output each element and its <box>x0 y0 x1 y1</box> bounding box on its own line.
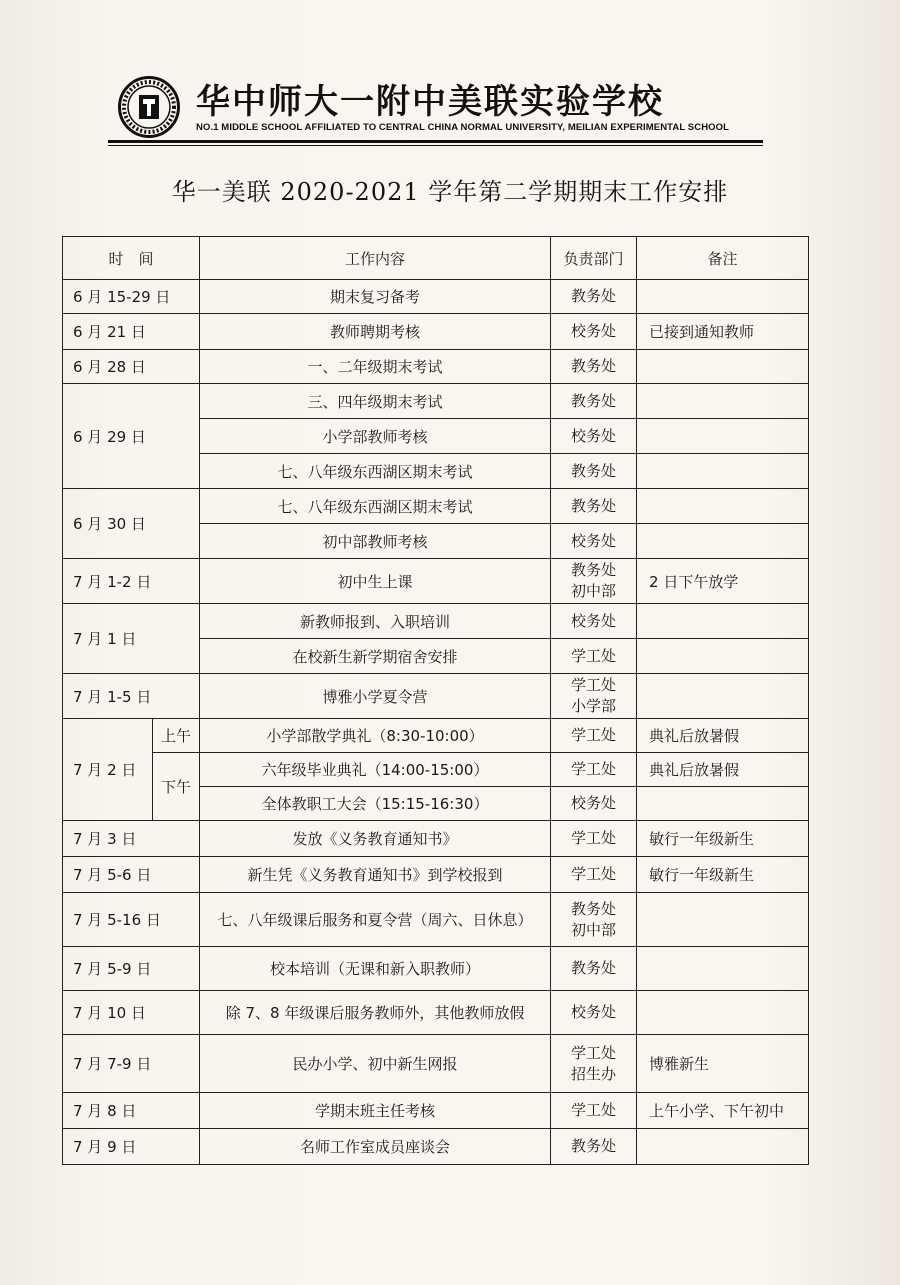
dept-line: 学工处 <box>571 676 617 694</box>
row-content: 全体教职工大会（15:15-16:30） <box>200 787 551 821</box>
row-content: 期末复习备考 <box>200 280 551 314</box>
dept-line: 教务处 <box>571 561 617 579</box>
table-row <box>63 1093 809 1129</box>
row-date: 7 月 1-2 日 <box>63 559 200 604</box>
document-title: 华一美联 2020-2021 学年第二学期期末工作安排 <box>171 178 729 206</box>
letterhead <box>118 72 763 144</box>
school-name-en: NO.1 MIDDLE SCHOOL AFFILIATED TO CENTRAL CHINA NORMAL UNIVERSITY, MEILIAN EXPERIMENTAL SCHOOL <box>196 122 730 133</box>
row-content: 除 7、8 年级课后服务教师外，其他教师放假 <box>200 991 551 1035</box>
table-row <box>63 1035 809 1093</box>
school-name-cn: 华中师大一附中美联实验学校 <box>196 82 664 122</box>
row-content: 一、二年级期末考试 <box>200 350 551 384</box>
row-note <box>637 419 809 454</box>
row-dept: 校务处 <box>551 419 637 454</box>
row-content: 名师工作室成员座谈会 <box>200 1129 551 1165</box>
letterhead-rule <box>108 140 763 143</box>
row-note <box>637 350 809 384</box>
table-row <box>63 489 809 524</box>
row-content: 三、四年级期末考试 <box>200 384 551 419</box>
schedule-table <box>62 236 809 1165</box>
dept-line: 教务处 <box>571 899 617 918</box>
row-note: 敏行一年级新生 <box>637 857 809 893</box>
row-dept: 教务处 <box>551 1129 637 1165</box>
row-content: 在校新生新学期宿舍安排 <box>200 639 551 674</box>
row-dept: 教务处 <box>551 947 637 991</box>
table-row <box>63 559 809 604</box>
row-content: 博雅小学夏令营 <box>200 674 551 719</box>
row-dept: 校务处 <box>551 524 637 559</box>
row-dept <box>551 1035 637 1093</box>
row-content: 校本培训（无课和新入职教师） <box>200 947 551 991</box>
row-content: 七、八年级课后服务和夏令营（周六、日休息） <box>200 893 551 947</box>
dept-line: 初中部 <box>571 582 617 600</box>
row-date: 6 月 21 日 <box>63 314 200 350</box>
row-dept: 校务处 <box>551 991 637 1035</box>
row-dept: 校务处 <box>551 787 637 821</box>
row-date: 7 月 1 日 <box>63 604 200 674</box>
header-note: 备注 <box>637 237 809 280</box>
row-note <box>637 280 809 314</box>
row-content: 七、八年级东西湖区期末考试 <box>200 489 551 524</box>
row-content: 新生凭《义务教育通知书》到学校报到 <box>200 857 551 893</box>
row-content: 七、八年级东西湖区期末考试 <box>200 454 551 489</box>
row-note: 敏行一年级新生 <box>637 821 809 857</box>
dept-line: 学工处 <box>571 1043 617 1062</box>
table-row <box>63 857 809 893</box>
row-note <box>637 1129 809 1165</box>
row-date: 7 月 9 日 <box>63 1129 200 1165</box>
header-dept: 负责部门 <box>551 237 637 280</box>
row-dept: 学工处 <box>551 639 637 674</box>
row-note: 典礼后放暑假 <box>637 753 809 787</box>
dept-line: 招生办 <box>571 1064 617 1083</box>
row-date: 7 月 5-6 日 <box>63 857 200 893</box>
row-note <box>637 454 809 489</box>
row-date: 7 月 8 日 <box>63 1093 200 1129</box>
row-dept: 学工处 <box>551 821 637 857</box>
table-row <box>63 947 809 991</box>
row-dept: 教务处 <box>551 384 637 419</box>
row-note <box>637 384 809 419</box>
dept-line: 初中部 <box>571 920 617 939</box>
row-date: 6 月 28 日 <box>63 350 200 384</box>
row-note: 博雅新生 <box>637 1035 809 1093</box>
table-row <box>63 314 809 350</box>
row-content: 发放《义务教育通知书》 <box>200 821 551 857</box>
row-note: 2 日下午放学 <box>637 559 809 604</box>
row-date: 7 月 5-9 日 <box>63 947 200 991</box>
row-dept <box>551 674 637 719</box>
letterhead-rule-thin <box>108 145 763 146</box>
dept-line: 小学部 <box>571 697 617 715</box>
row-note <box>637 524 809 559</box>
table-row <box>63 753 809 787</box>
row-content: 民办小学、初中新生网报 <box>200 1035 551 1093</box>
row-date: 7 月 3 日 <box>63 821 200 857</box>
row-content: 小学部教师考核 <box>200 419 551 454</box>
row-date: 6 月 29 日 <box>63 384 200 489</box>
row-dept: 教务处 <box>551 489 637 524</box>
row-dept: 校务处 <box>551 314 637 350</box>
row-note <box>637 947 809 991</box>
row-period-pm: 下午 <box>153 753 200 821</box>
table-row <box>63 384 809 419</box>
row-date: 7 月 2 日 <box>63 719 153 821</box>
table-row <box>63 604 809 639</box>
row-date: 7 月 10 日 <box>63 991 200 1035</box>
row-dept: 校务处 <box>551 604 637 639</box>
row-dept: 教务处 <box>551 350 637 384</box>
row-note <box>637 604 809 639</box>
row-content: 新教师报到、入职培训 <box>200 604 551 639</box>
row-date: 6 月 30 日 <box>63 489 200 559</box>
row-period-am: 上午 <box>153 719 200 753</box>
table-row <box>63 821 809 857</box>
table-row <box>63 1129 809 1165</box>
table-row <box>63 280 809 314</box>
header-time: 时 间 <box>63 237 200 280</box>
school-seal-logo <box>118 76 180 138</box>
row-date: 7 月 5-16 日 <box>63 893 200 947</box>
row-dept: 学工处 <box>551 857 637 893</box>
row-note: 已接到通知教师 <box>637 314 809 350</box>
row-note: 典礼后放暑假 <box>637 719 809 753</box>
table-header-row <box>63 237 809 280</box>
row-dept: 学工处 <box>551 719 637 753</box>
row-note: 上午小学、下午初中 <box>637 1093 809 1129</box>
row-dept: 教务处 <box>551 454 637 489</box>
row-dept: 教务处 <box>551 280 637 314</box>
row-note <box>637 787 809 821</box>
row-content: 六年级毕业典礼（14:00-15:00） <box>200 753 551 787</box>
row-content: 小学部散学典礼（8:30-10:00） <box>200 719 551 753</box>
row-note <box>637 674 809 719</box>
row-date: 7 月 1-5 日 <box>63 674 200 719</box>
row-content: 初中生上课 <box>200 559 551 604</box>
table-row <box>63 674 809 719</box>
row-date: 7 月 7-9 日 <box>63 1035 200 1093</box>
table-row <box>63 350 809 384</box>
row-content: 初中部教师考核 <box>200 524 551 559</box>
row-dept: 学工处 <box>551 1093 637 1129</box>
table-row <box>63 719 809 753</box>
row-content: 学期末班主任考核 <box>200 1093 551 1129</box>
row-dept <box>551 893 637 947</box>
table-row <box>63 991 809 1035</box>
row-content: 教师聘期考核 <box>200 314 551 350</box>
header-content: 工作内容 <box>200 237 551 280</box>
row-note <box>637 893 809 947</box>
row-date: 6 月 15-29 日 <box>63 280 200 314</box>
row-dept: 学工处 <box>551 753 637 787</box>
row-note <box>637 991 809 1035</box>
row-note <box>637 489 809 524</box>
row-dept <box>551 559 637 604</box>
row-note <box>637 639 809 674</box>
table-row <box>63 893 809 947</box>
